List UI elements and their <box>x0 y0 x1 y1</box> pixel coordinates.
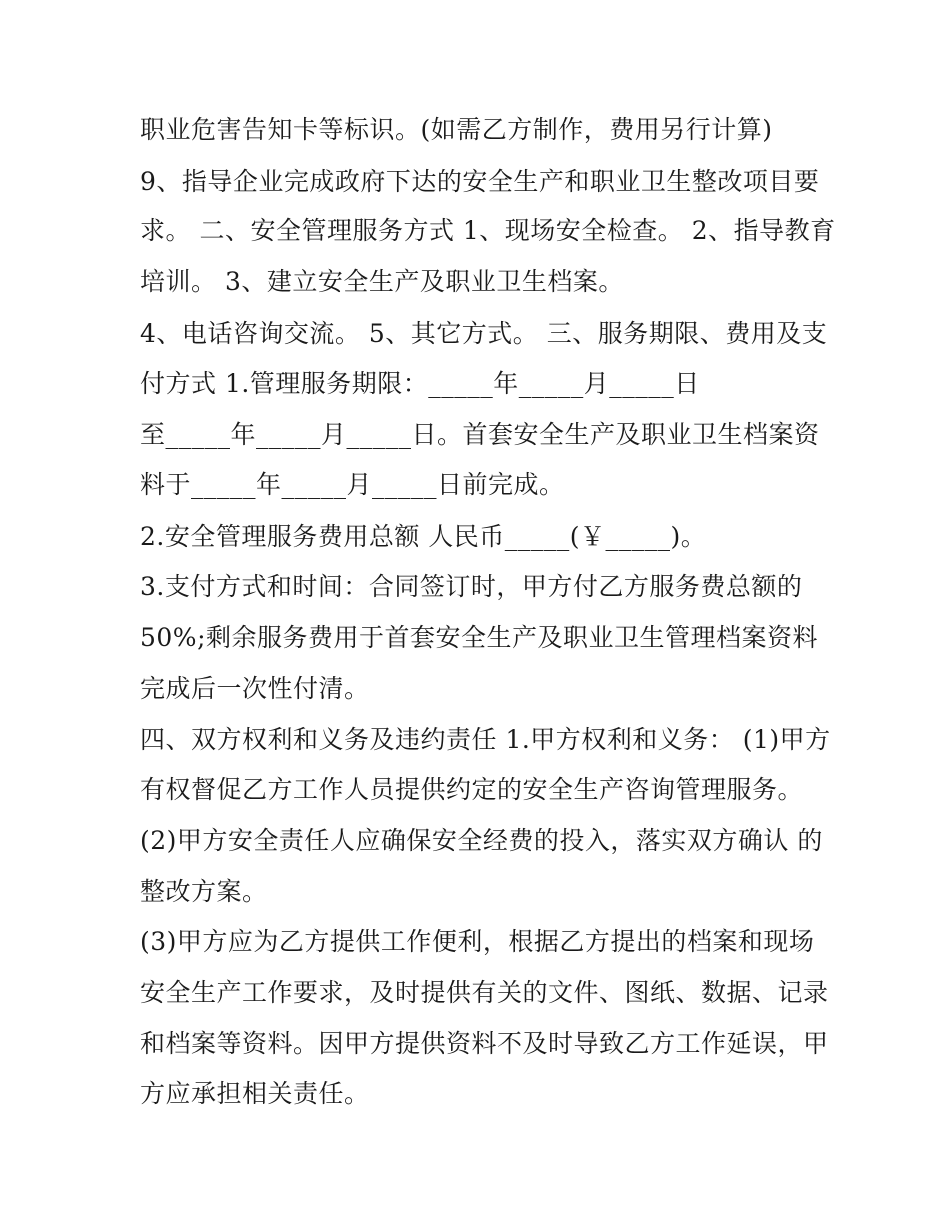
text-line: 2.安全管理服务费用总额 人民币_____(￥_____)。 <box>140 522 707 551</box>
text-line: (3)甲方应为乙方提供工作便利，根据乙方提出的档案和现场 <box>140 927 815 956</box>
text-line: 有权督促乙方工作人员提供约定的安全生产咨询管理服务。 <box>140 775 804 804</box>
text-line: 和档案等资料。因甲方提供资料不及时导致乙方工作延误，甲 <box>140 1029 829 1058</box>
text-line: 安全生产工作要求，及时提供有关的文件、图纸、数据、记录 <box>140 978 829 1007</box>
text-line: 3.支付方式和时间：合同签订时，甲方付乙方服务费总额的 <box>140 572 803 601</box>
text-line: 50%;剩余服务费用于首套安全生产及职业卫生管理档案资料 <box>140 623 818 652</box>
text-line: 至_____年_____月_____日。首套安全生产及职业卫生档案资 <box>140 420 820 449</box>
text-line: 培训。 3、建立安全生产及职业卫生档案。 <box>140 267 624 296</box>
text-line: 完成后一次性付清。 <box>140 674 370 703</box>
text-line: 整改方案。 <box>140 877 268 906</box>
text-line: 职业危害告知卡等标识。(如需乙方制作，费用另行计算) <box>140 115 773 144</box>
text-line: 料于_____年_____月_____日前完成。 <box>140 470 565 499</box>
text-line: 9、指导企业完成政府下达的安全生产和职业卫生整改项目要 <box>140 167 820 196</box>
text-line: (2)甲方安全责任人应确保安全经费的投入，落实双方确认 的 <box>140 826 823 855</box>
text-line: 付方式 1.管理服务期限：_____年_____月_____日 <box>140 369 700 398</box>
text-line: 四、双方权利和义务及违约责任 1.甲方权利和义务： (1)甲方 <box>140 725 831 754</box>
text-line: 方应承担相关责任。 <box>140 1079 370 1108</box>
text-line: 4、电话咨询交流。 5、其它方式。 三、服务期限、费用及支 <box>140 319 828 348</box>
text-line: 求。 二、安全管理服务方式 1、现场安全检查。 2、指导教育 <box>140 216 836 245</box>
